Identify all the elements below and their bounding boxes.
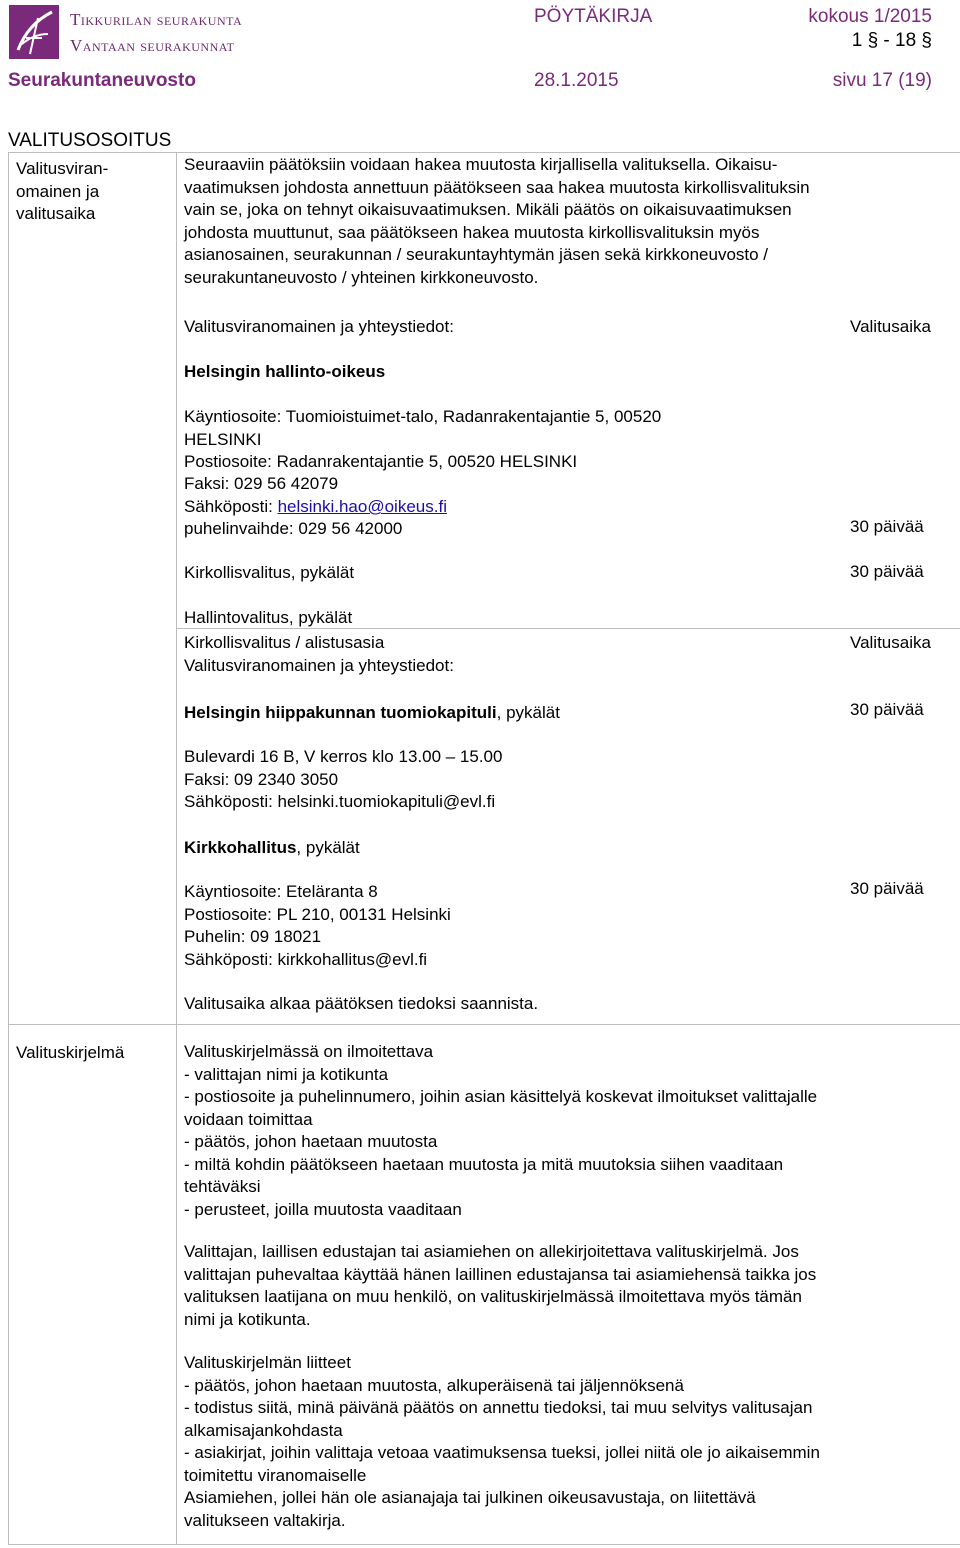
court-email-link[interactable]: helsinki.hao@oikeus.fi (277, 497, 447, 516)
time-label-1: Valitusaika (850, 317, 931, 336)
time-label-2: Valitusaika (850, 633, 931, 652)
court-fax: Faksi: 029 56 42079 (184, 474, 339, 493)
court-days: 30 päivää (850, 517, 924, 536)
chapter-suffix: , pykälät (496, 703, 560, 722)
table-top-border (8, 152, 960, 153)
table-column-divider (176, 152, 177, 1544)
logo-line-1: Tikkurilan seurakunta (70, 10, 243, 29)
chapter-info: Bulevardi 16 B, V kerros klo 13.00 – 15.00 Faksi: 09 2340 3050 Sähköposti: helsinki.tuomiokapituli@evl.fi (184, 747, 503, 811)
appeal-intro: Seuraaviin päätöksiin voidaan hakea muutosta kirjallisella valituksella. Oikaisu- vaatimuksen johdosta annettuun päätökseen saa hakea muutosta kirkollisvalituksin vain se, joka on tehnyt oikaisuvaatimuksen. Mikäli päätös on oikaisuvaatimuksen johdosta muuttunut, saa päätökseen hakea muutosta kirkollisvalituksin myös asianosainen, seurakunnan / seurakuntayhtymän jäsen sekä kirkkoneuvosto / seurakuntaneuvosto / yhteinen kirkkoneuvosto. (184, 155, 810, 287)
court-post-address: Postiosoite: Radanrakentajantie 5, 00520 HELSINKI (184, 452, 578, 471)
board-name: Kirkkohallitus (184, 838, 297, 857)
logo-line-2: Vantaan seurakunnat (70, 36, 235, 55)
court-name: Helsingin hallinto-oikeus (184, 362, 386, 381)
table-row-divider (8, 1024, 960, 1025)
letter-attachments: Valituskirjelmän liitteet - päätös, johon haetaan muutosta, alkuperäisenä tai jäljennöksenä - todistus siitä, minä päivänä päätös on annettu tiedoksi, tai muu selvitys valitusajan alkamisajankohdasta - asiakirjat, joihin valittaja vetoaa vaatimuksensa tueksi, jollei niitä ole jo aikaisemmin toimitettu viranomaiselle Asiamiehen, jollei hän ole asianajaja tai julkinen oikeusavustaja, on liitettävä valitukseen valtakirja. (184, 1353, 820, 1530)
meeting-number: kokous 1/2015 (808, 6, 932, 27)
chapter-days: 30 päivää (850, 700, 924, 719)
authority-label-1: Valitusviranomainen ja yhteystiedot: (184, 317, 454, 336)
meeting-date: 28.1.2015 (534, 70, 619, 91)
table-left-border (8, 152, 9, 1544)
church-appeal-sub: Kirkollisvalitus / alistusasia (184, 633, 385, 652)
court-phone: puhelinvaihde: 029 56 42000 (184, 519, 403, 538)
court-email-label: Sähköposti: (184, 497, 278, 516)
court-email-row (184, 496, 447, 519)
church-appeal: Kirkollisvalitus, pykälät (184, 563, 355, 582)
admin-appeal: Hallintovalitus, pykälät (184, 608, 353, 627)
section-title: VALITUSOSOITUS (8, 130, 172, 151)
time-note: Valitusaika alkaa päätöksen tiedoksi saannista. (184, 994, 539, 1013)
page-number: sivu 17 (19) (832, 70, 932, 91)
row-label-appeal-authority: Valitusviran- omainen ja valitusaika (16, 159, 109, 223)
letter-signing: Valittajan, laillisen edustajan tai asiamiehen on allekirjoitettava valituskirjelmä. Jos valittajan puhevaltaa käyttää hänen laillinen edustajansa tai asiamiehensä taikka jos valituksen laatijana on muu henkilö, on valituskirjelmässä ilmoitettava myös tämän nimi ja kotikunta. (184, 1242, 817, 1329)
board-days: 30 päivää (850, 879, 924, 898)
row-label-appeal-letter: Valituskirjelmä (16, 1043, 125, 1062)
board-row (184, 837, 360, 860)
court-visit-address: Käyntiosoite: Tuomioistuimet-talo, Radanrakentajantie 5, 00520 HELSINKI (184, 407, 662, 449)
logo (8, 4, 308, 62)
chapter-name: Helsingin hiippakunnan tuomiokapituli (184, 703, 497, 722)
board-info: Käyntiosoite: Eteläranta 8 Postiosoite: PL 210, 00131 Helsinki Puhelin: 09 18021 Sähköposti: kirkkohallitus@evl.fi (184, 882, 451, 969)
table-bottom-border (8, 1544, 960, 1545)
doc-type: PÖYTÄKIRJA (534, 6, 653, 27)
letter-must-include: Valituskirjelmässä on ilmoitettava - valittajan nimi ja kotikunta - postiosoite ja puhelinnumero, joihin asian käsittelyä koskevat ilmoitukset valittajalle voidaan toimittaa - päätös, johon haetaan muutosta - miltä kohdin päätökseen haetaan muutosta ja mitä muutoksia siihen vaaditaan tehtäväksi - perusteet, joilla muutosta vaaditaan (184, 1042, 818, 1219)
church-appeal-days: 30 päivää (850, 562, 924, 581)
church-emblem-icon (8, 4, 60, 60)
section-range: 1 § - 18 § (851, 30, 932, 51)
body-name: Seurakuntaneuvosto (8, 70, 196, 91)
board-suffix: , pykälät (296, 838, 360, 857)
authority-label-2: Valitusviranomainen ja yhteystiedot: (184, 656, 454, 675)
chapter-row (184, 702, 560, 725)
